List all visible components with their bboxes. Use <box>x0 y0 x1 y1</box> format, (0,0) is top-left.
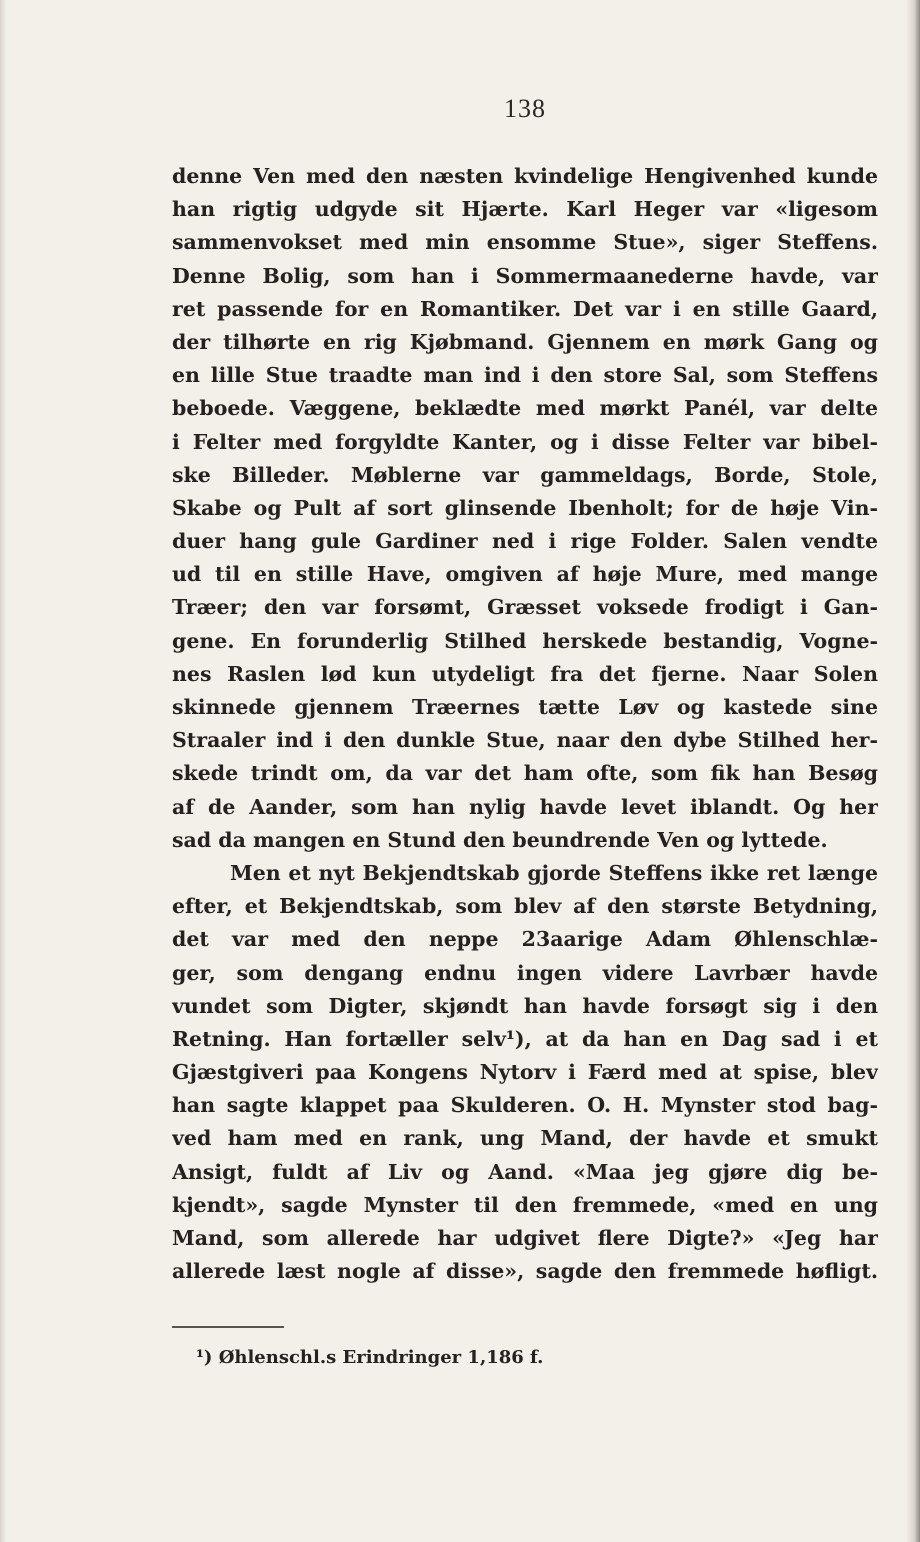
text-line: nes Raslen lød kun utydeligt fra det fjerne. Naar Solen <box>172 661 878 686</box>
text-line: Træer; den var forsømt, Græsset voksede frodigt i Gan- <box>172 595 878 620</box>
text-line: duer hang gule Gardiner ned i rige Folder. Salen vendte <box>172 529 878 554</box>
scan-edge-right <box>906 0 920 1542</box>
text-line: ret passende for en Romantiker. Det var i en stille Gaard, <box>172 296 878 321</box>
text-line: ger, som dengang endnu ingen videre Lavrbær havde <box>172 960 878 985</box>
text-line: i Felter med forgyldte Kanter, og i disse Felter var bibel- <box>172 429 878 454</box>
body-text <box>172 160 878 1288</box>
text-line: han rigtig udgyde sit Hjærte. Karl Heger var «ligesom <box>172 197 878 222</box>
text-line: Ansigt, fuldt af Liv og Aand. «Maa jeg gjøre dig be- <box>172 1159 878 1184</box>
footnote-marker: ¹) <box>196 1347 213 1368</box>
text-line: skede trindt om, da var det ham ofte, som fik han Besøg <box>172 761 878 786</box>
text-line: af de Aander, som han nylig havde levet iblandt. Og her <box>172 794 878 819</box>
text-line: denne Ven med den næsten kvindelige Hengivenhed kunde <box>172 164 878 188</box>
text-line: vundet som Digter, skjøndt han havde forsøgt sig i den <box>172 993 878 1018</box>
text-line: ved ham med en rank, ung Mand, der havde et smukt <box>172 1126 878 1151</box>
text-line: Skabe og Pult af sort glinsende Ibenholt; for de høje Vin- <box>172 495 878 520</box>
text-line: gene. En forunderlig Stilhed herskede bestandig, Vogne- <box>172 628 878 653</box>
text-line: Denne Bolig, som han i Sommermaanederne havde, var <box>172 263 878 288</box>
text-line: ud til en stille Have, omgiven af høje Mure, med mange <box>172 562 878 587</box>
text-line: efter, et Bekjendtskab, som blev af den største Betydning, <box>172 894 878 919</box>
text-line: Straaler ind i den dunkle Stue, naar den dybe Stilhed her- <box>172 728 878 753</box>
footnote-text: Øhlenschl.s Erindringer 1,186 f. <box>218 1347 544 1368</box>
text-line: allerede læst nogle af disse», sagde den fremmede høfligt. <box>172 1259 878 1284</box>
text-line: Mand, som allerede har udgivet flere Digte?» «Jeg har <box>172 1226 878 1250</box>
paragraph-end-line: sad da mangen en Stund den beundrende Ven og lyttede. <box>172 827 828 852</box>
text-line: skinnede gjennem Træernes tætte Løv og kastede sine <box>172 695 878 719</box>
text-line: Retning. Han fortæller selv¹), at da han en Dag sad i et <box>172 1026 878 1051</box>
page-number: 138 <box>504 94 546 123</box>
scan-edge-left <box>0 0 6 1542</box>
text-line: beboede. Væggene, beklædte med mørkt Panél, var delte <box>172 396 878 421</box>
text-line: kjendt», sagde Mynster til den fremmede, «med en ung <box>172 1192 878 1217</box>
text-line: han sagte klappet paa Skulderen. O. H. Mynster stod bag- <box>172 1093 878 1118</box>
text-line: sammenvokset med min ensomme Stue», siger Steffens. <box>172 230 878 255</box>
text-line: der tilhørte en rig Kjøbmand. Gjennem en mørk Gang og <box>172 329 878 354</box>
text-line: ske Billeder. Møblerne var gammeldags, Borde, Stole, <box>172 462 878 487</box>
text-line: en lille Stue traadte man ind i den store Sal, som Steffens <box>172 363 878 388</box>
paragraph-start-line: Men et nyt Bekjendtskab gjorde Steffens ikke ret længe <box>230 860 878 885</box>
footnote <box>196 1347 543 1368</box>
text-line: Gjæstgiveri paa Kongens Nytorv i Færd med at spise, blev <box>172 1060 878 1085</box>
footnote-divider <box>172 1326 284 1328</box>
text-line: det var med den neppe 23aarige Adam Øhlenschlæ- <box>172 927 878 952</box>
